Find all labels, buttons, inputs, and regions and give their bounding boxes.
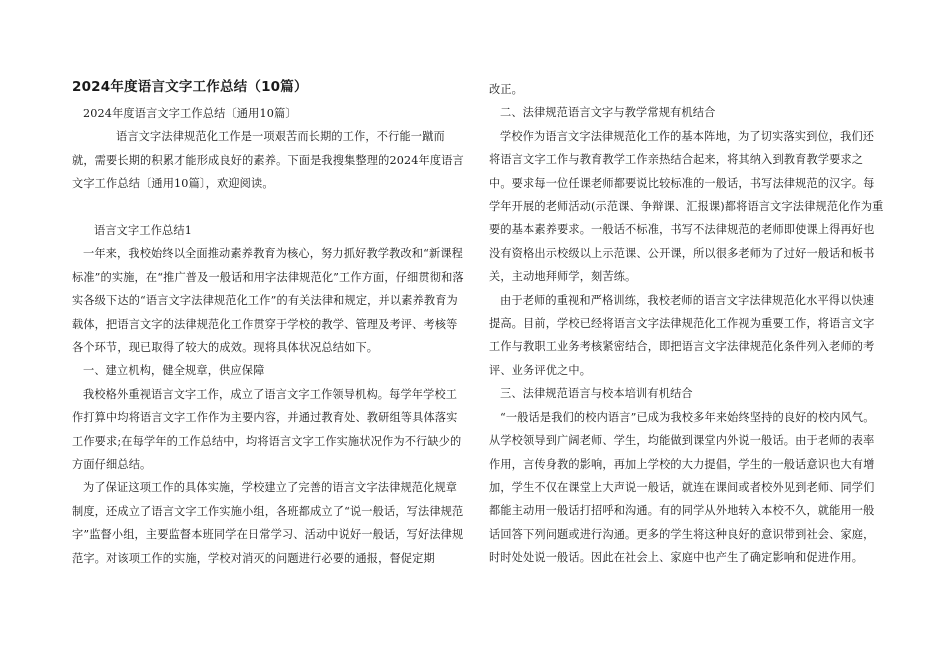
body-paragraph-3: 为了保证这项工作的具体实施，学校建立了完善的语言文字法律规范化规章制度，还成立了语言文字工作实施小组，各班都成立了“说一般话，写法律规范字”监督小组，主要监督本班同学在日常学习、活动中说好一般话，写好法律规范字。对该项工作的实施，学校对消灭的问题进行必要的通报，督促定期 — [72, 481, 464, 565]
heading-2: 二、法律规范语言文字与教学常规有机结合 — [500, 106, 716, 120]
body-paragraph-6: “一般话是我们的校内语言”已成为我校多年来始终坚持的良好的校内风气。从学校领导到广阔老师、学生，均能做到课堂内外说一般话。由于老师的表率作用，言传身教的影响，再加上学校的大力提倡，学生的一般话意识也大有增加，学生不仅在课堂上大声说一般话，就连在课间或者校外见到老师、同学们都能主动用一般话打招呼和沟通。有的同学从外地转入本校不久，就能用一般话回答下列问题或进行沟通。更多的学生将这种良好的意识带到社会、家庭，时时处处说一般话。因此在社会上、家庭中也产生了确定影响和促进作用。 — [489, 410, 875, 565]
document-subtitle: 2024年度语言文字工作总结〔通用10篇〕 — [83, 107, 297, 120]
heading-3: 三、法律规范语言与校本培训有机结合 — [500, 387, 693, 401]
blank-line — [72, 196, 467, 219]
body-paragraph-2: 我校格外重视语言文字工作，成立了语言文字工作领导机构。每学年学校工作打算中均将语言文字工作作为主要内容，并通过教育处、教研组等具体落实工作要求;在每学年的工作总结中，均将语言文字工作实施状况作为不行缺少的方面仔细总结。 — [72, 387, 462, 472]
left-column — [72, 78, 467, 570]
body-paragraph-3-continued: 改正。 — [489, 83, 524, 96]
section-heading: 语言文字工作总结1 — [94, 224, 192, 238]
intro-paragraph: 语言文字法律规范化工作是一项艰苦而长期的工作，不行能一蹴而就，需要长期的积累才能形成良好的素养。下面是我搜集整理的2024年度语言文字工作总结〔通用10篇〕，欢迎阅读。 — [72, 130, 464, 191]
document-title: 2024年度语言文字工作总结（10篇） — [72, 79, 308, 95]
body-paragraph-5: 由于老师的重视和严格训练，我校老师的语言文字法律规范化水平得以快速提高。目前，学校已经将语言文字法律规范化工作视为重要工作，将语言文字工作与教职工业务考核紧密结合，即把语言文字法律规范化条件列入老师的考评、业务评优之中。 — [489, 293, 875, 377]
body-paragraph-1: 一年来，我校始终以全面推动素养教育为核心，努力抓好教学教改和“新课程标准”的实施，在“推广普及一般话和用字法律规范化”工作方面，仔细贯彻和落实各级下达的“语言文字法律规范化工作”的有关法律和规定，并以素养教育为载体，把语言文字的法律规范化工作贯穿于学校的教学、管理及考评、考核等各个环节，现已取得了较大的成效。现将具体状况总结如下。 — [72, 247, 464, 355]
heading-1: 一、建立机构，健全规章，供应保障 — [83, 364, 265, 378]
right-column — [489, 78, 884, 570]
body-paragraph-4: 学校作为语言文字法律规范化工作的基本阵地，为了切实落实到位，我们还将语言文字工作与教育教学工作亲热结合起来，将其纳入到教育教学要求之中。要求每一位任课老师都要说比较标准的一般话，书写法律规范的汉字。每学年开展的老师活动(示范课、争辩课、汇报课)都将语言文字法律规范化作为重要的基本素养要求。一般话不标准，书写不法律规范的老师即使课上得再好也没有资格出示校级以上示范课、公开课，所以很多老师为了过好一般话和板书关，主动地拜师学，刻苦练。 — [489, 129, 884, 284]
